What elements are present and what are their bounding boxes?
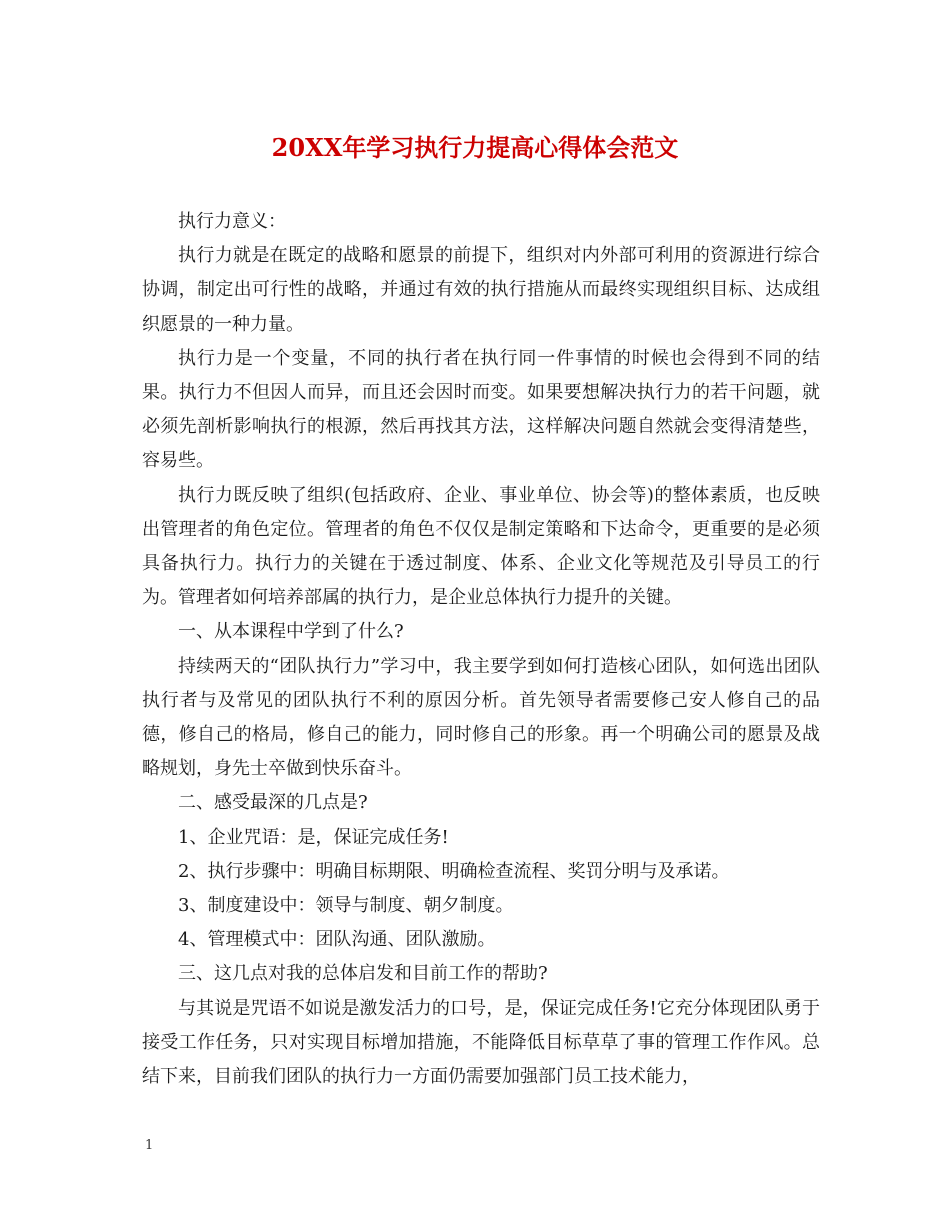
paragraph: 执行力既反映了组织(包括政府、企业、事业单位、协会等)的整体素质，也反映出管理者的角色定位。管理者的角色不仅仅是制定策略和下达命令，更重要的是必须具备执行力。执行力的关键在于透过制度、体系、企业文化等规范及引导员工的行为。管理者如何培养部属的执行力，是企业总体执行力提升的关键。 <box>142 484 820 609</box>
paragraph: 与其说是咒语不如说是激发活力的口号，是，保证完成任务!它充分体现团队勇于接受工作任务，只对实现目标增加措施，不能降低目标草草了事的管理工作作风。总结下来，目前我们团队的执行力一方面仍需要加强部门员工技术能力， <box>142 997 820 1088</box>
document-title: 20XX年学习执行力提高心得体会范文 <box>271 133 679 162</box>
list-item: 4、管理模式中：团队沟通、团队激励。 <box>178 929 496 951</box>
paragraph: 执行力就是在既定的战略和愿景的前提下，组织对内外部可利用的资源进行综合协调，制定出可行性的战略，并通过有效的执行措施从而最终实现组织目标、达成组织愿景的一种力量。 <box>142 245 820 335</box>
section-heading: 一、从本课程中学到了什么? <box>178 621 404 643</box>
list-item: 3、制度建设中：领导与制度、朝夕制度。 <box>178 895 514 917</box>
paragraph: 执行力意义： <box>178 211 286 232</box>
section-heading: 二、感受最深的几点是? <box>178 792 368 814</box>
paragraph: 持续两天的“团队执行力”学习中，我主要学到如何打造核心团队，如何选出团队执行者与及常见的团队执行不利的原因分析。首先领导者需要修己安人修自己的品德，修自己的格局，修自己的能力，同时修自己的形象。再一个明确公司的愿景及战略规划，身先士卒做到快乐奋斗。 <box>142 655 820 780</box>
page-number: 1 <box>145 1138 154 1153</box>
document-body <box>142 205 820 1094</box>
section-heading: 三、这几点对我的总体启发和目前工作的帮助? <box>178 963 548 985</box>
list-item: 2、执行步骤中：明确目标期限、明确检查流程、奖罚分明与及承诺。 <box>178 860 730 882</box>
paragraph: 执行力是一个变量，不同的执行者在执行同一件事情的时候也会得到不同的结果。执行力不但因人而异，而且还会因时而变。如果要想解决执行力的若干问题，就必须先剖析影响执行的根源，然后再找其方法，这样解决问题自然就会变得清楚些，容易些。 <box>142 347 820 472</box>
list-item: 1、企业咒语：是，保证完成任务! <box>178 826 449 848</box>
